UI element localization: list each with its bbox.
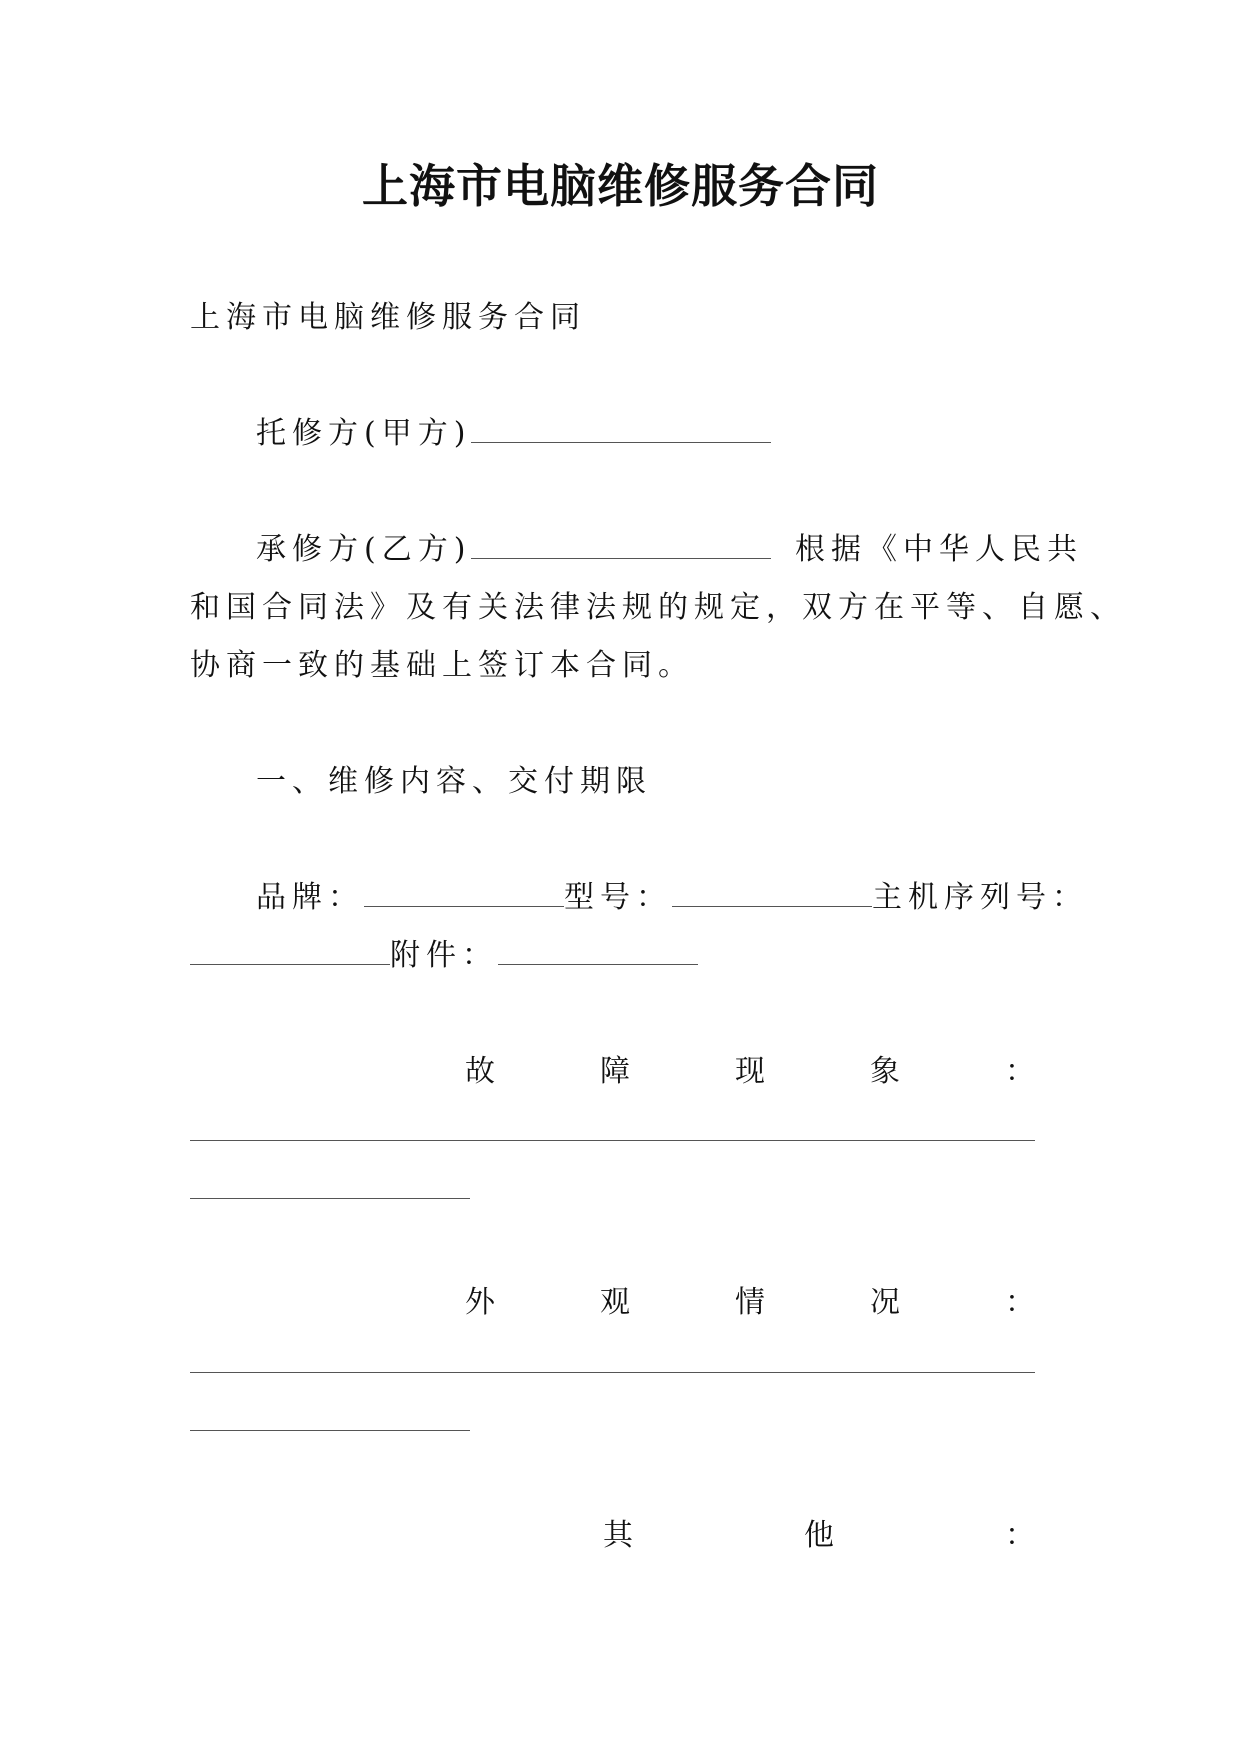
- accessory-blank[interactable]: [498, 936, 698, 965]
- other-heading: [603, 1516, 1035, 1556]
- appearance-blank-line-2[interactable]: [190, 1430, 470, 1431]
- fault-char: ：: [1005, 1054, 1035, 1089]
- section-1-heading: 一、维修内容、交付期限: [256, 764, 652, 799]
- brand-blank[interactable]: [364, 878, 564, 907]
- appearance-blank-line-1[interactable]: [190, 1372, 1035, 1373]
- intro-text-2: 和国合同法》及有关法律法规的规定，双方在平等、自愿、: [190, 590, 1126, 625]
- other-char: 其: [603, 1518, 633, 1553]
- party-a-blank[interactable]: [471, 414, 771, 443]
- accessory-line: [190, 936, 698, 976]
- appearance-char: 外: [465, 1285, 495, 1320]
- appearance-char: 观: [600, 1285, 630, 1320]
- fault-blank-line-1[interactable]: [190, 1140, 1035, 1141]
- fault-char: 现: [735, 1054, 765, 1089]
- model-blank[interactable]: [672, 878, 872, 907]
- model-label: 型号：: [564, 880, 672, 915]
- fault-blank-line-2[interactable]: [190, 1198, 470, 1199]
- accessory-label: 附件：: [390, 938, 498, 973]
- fault-heading: [465, 1052, 1035, 1092]
- fault-char: 故: [465, 1054, 495, 1089]
- party-b-label: 承修方(乙方): [256, 532, 472, 567]
- fault-char: 象: [870, 1054, 900, 1089]
- subtitle: 上海市电脑维修服务合同: [190, 300, 586, 335]
- party-b-line: [256, 530, 1083, 570]
- brand-label: 品牌：: [256, 880, 364, 915]
- appearance-char: 情: [735, 1285, 765, 1320]
- serial-blank[interactable]: [190, 936, 390, 965]
- party-a-line: [256, 414, 771, 454]
- device-info-line: [256, 878, 1088, 918]
- intro-text-3: 协商一致的基础上签订本合同。: [190, 648, 694, 683]
- intro-text-1: 根据《中华人民共: [794, 532, 1083, 567]
- party-a-label: 托修方(甲方): [256, 416, 472, 451]
- other-char: ：: [1005, 1518, 1035, 1553]
- appearance-char: 况: [870, 1285, 900, 1320]
- fault-char: 障: [600, 1054, 630, 1089]
- party-b-blank[interactable]: [471, 530, 771, 559]
- appearance-heading: [465, 1283, 1035, 1323]
- appearance-char: ：: [1005, 1285, 1035, 1320]
- serial-label: 主机序列号：: [872, 880, 1088, 915]
- document-title: 上海市电脑维修服务合同: [362, 159, 879, 213]
- other-char: 他: [804, 1518, 834, 1553]
